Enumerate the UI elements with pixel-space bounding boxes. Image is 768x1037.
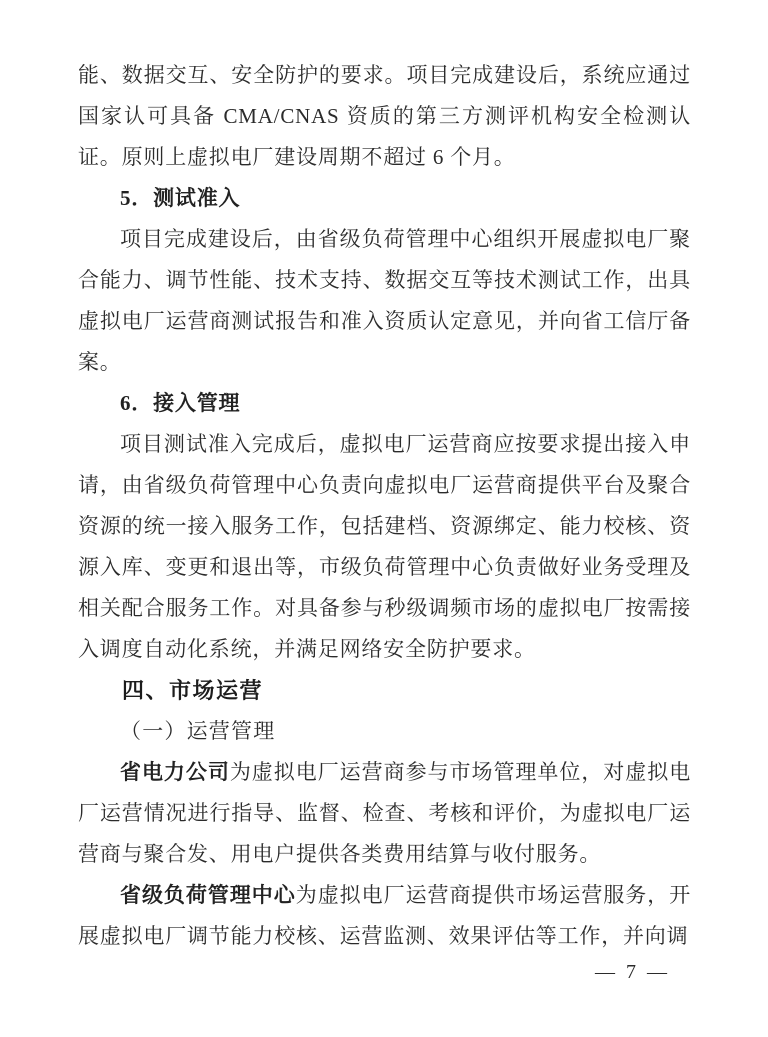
heading-5-test-admission: 5．测试准入 — [120, 186, 241, 210]
bold-lead-provincial-load-center: 省级负荷管理中心 — [120, 883, 296, 907]
paragraph-provincial-load-center-text: 为虚拟电厂运营商提供市场运营服务，开展虚拟电厂调节能力校核、运营监测、效果评估等工作，并向调 — [78, 883, 691, 948]
heading-6-access-management: 6．接入管理 — [120, 391, 241, 415]
document-body — [78, 55, 691, 957]
bold-lead-provincial-power-company: 省电力公司 — [120, 760, 230, 784]
heading-subsection-1-operation-management: （一）运营管理 — [120, 719, 276, 743]
page-number: — 7 — — [595, 961, 670, 983]
paragraph-continuation: 能、数据交互、安全防护的要求。项目完成建设后，系统应通过国家认可具备 CMA/CNAS 资质的第三方测评机构安全检测认证。原则上虚拟电厂建设周期不超过 6 个月。 — [78, 63, 691, 169]
heading-section-4-market-operation: 四、市场运营 — [122, 678, 264, 703]
paragraph-provincial-power-company — [78, 752, 691, 875]
paragraph-provincial-power-company-text: 为虚拟电厂运营商参与市场管理单位，对虚拟电厂运营情况进行指导、监督、检查、考核和评价，为虚拟电厂运营商与聚合发、用电户提供各类费用结算与收付服务。 — [78, 760, 691, 866]
paragraph-test-admission: 项目完成建设后，由省级负荷管理中心组织开展虚拟电厂聚合能力、调节性能、技术支持、数据交互等技术测试工作，出具虚拟电厂运营商测试报告和准入资质认定意见，并向省工信厅备案。 — [78, 227, 691, 374]
paragraph-provincial-load-center — [78, 875, 691, 957]
paragraph-access-management: 项目测试准入完成后，虚拟电厂运营商应按要求提出接入申请，由省级负荷管理中心负责向虚拟电厂运营商提供平台及聚合资源的统一接入服务工作，包括建档、资源绑定、能力校核、资源入库、变更和退出等，市级负荷管理中心负责做好业务受理及相关配合服务工作。对具备参与秒级调频市场的虚拟电厂按需接入调度自动化系统，并满足网络安全防护要求。 — [78, 432, 691, 661]
